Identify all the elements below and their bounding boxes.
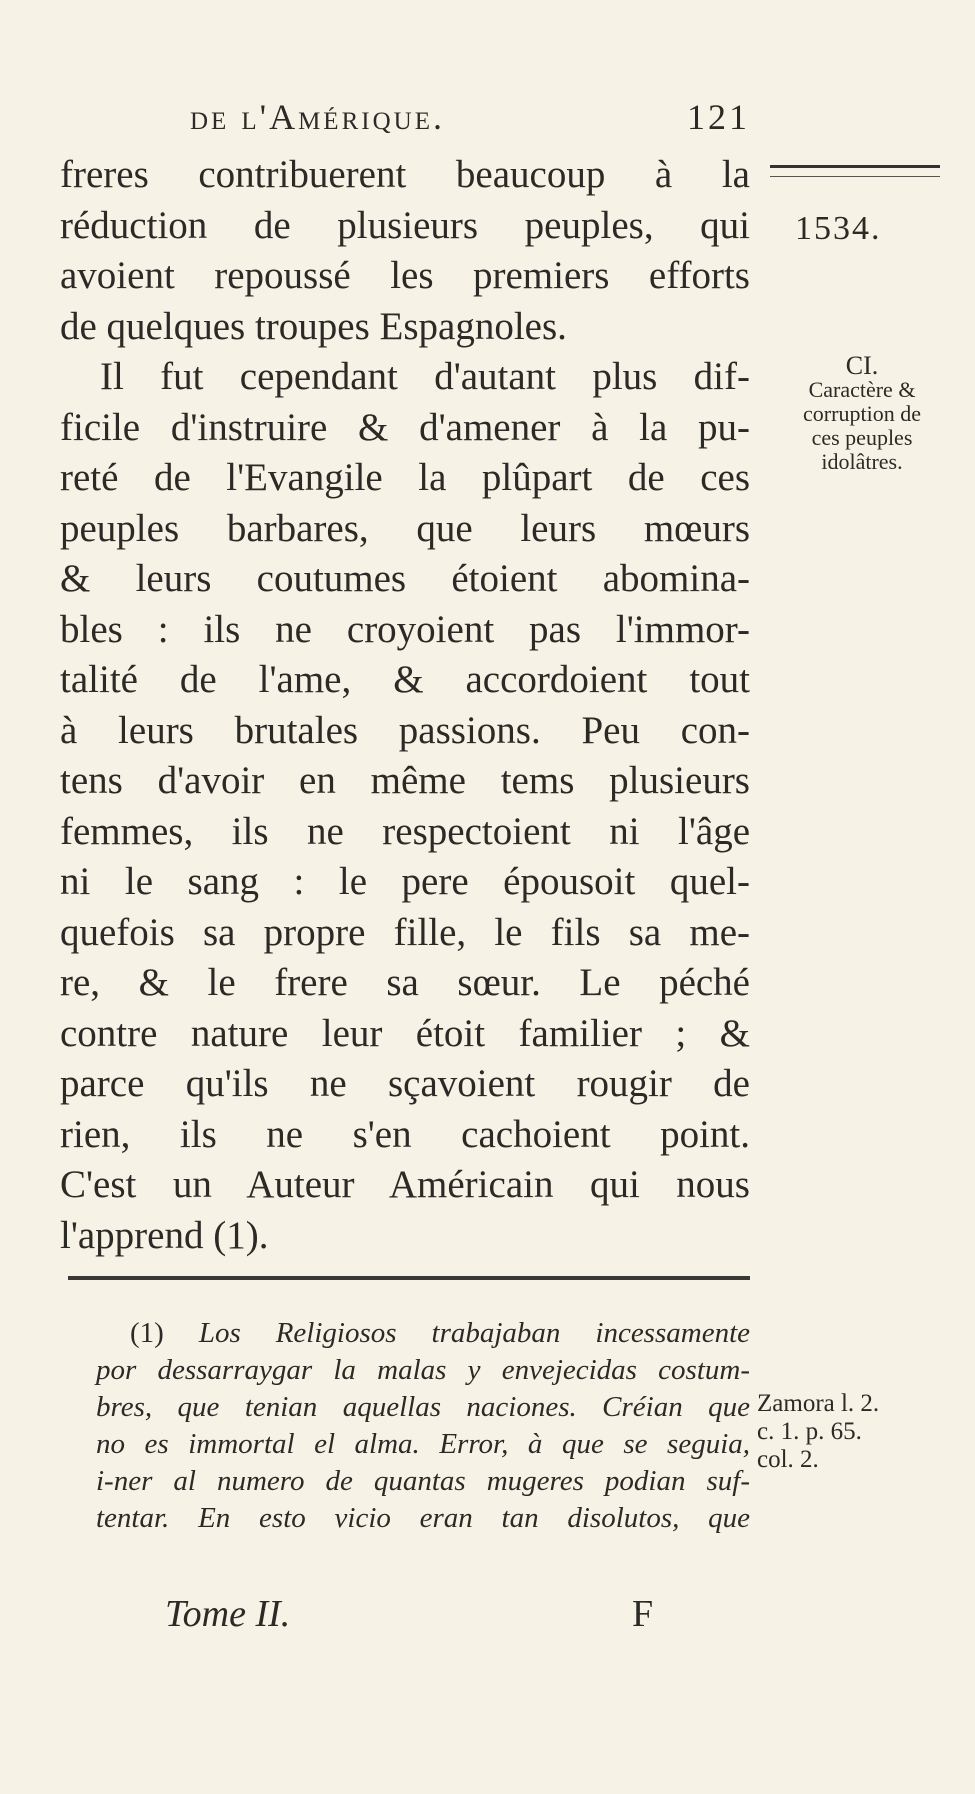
footnote-line: tentar. En esto vicio eran tan disolutos, que <box>96 1502 750 1534</box>
margin-note-number: CI. <box>845 351 879 380</box>
margin-year: 1534. <box>795 210 882 247</box>
footnote <box>96 1315 750 1537</box>
text-line: tens d'avoir en même tems plusieurs <box>60 759 750 802</box>
text-line: avoient repoussé les premiers efforts <box>60 254 750 297</box>
running-title: de l'Amérique. <box>190 97 445 137</box>
footnote-reference-line: col. 2. <box>757 1446 819 1473</box>
text-line: parce qu'ils ne sçavoient rougir de <box>60 1062 750 1105</box>
text-line: l'apprend (1). <box>60 1213 269 1257</box>
text-line: & leurs coutumes étoient abomina- <box>60 557 750 600</box>
footnote-line: i-ner al numero de quantas mugeres podian suf- <box>96 1465 750 1497</box>
text-line: reté de l'Evangile la plûpart de ces <box>60 456 750 499</box>
page-number: 121 <box>687 97 750 137</box>
footnote-line <box>130 1315 750 1352</box>
text-line: talité de l'ame, & accordoient tout <box>60 658 750 701</box>
page-header <box>190 96 750 146</box>
text-line: ficile d'instruire & d'amener à la pu- <box>60 405 750 449</box>
signature-letter: F <box>632 1593 654 1635</box>
text-line: de quelques troupes Espagnoles. <box>60 304 567 348</box>
text-line: contre nature leur étoit familier ; & <box>60 1011 750 1055</box>
footnote-line: bres, que tenian aquellas naciones. Créian que <box>96 1391 750 1423</box>
text-line: freres contribuerent beaucoup à la <box>60 153 750 196</box>
margin-note-line: corruption de <box>803 401 921 426</box>
text-line: peuples barbares, que leurs mœurs <box>60 506 750 550</box>
main-text-block <box>60 150 750 1261</box>
margin-note-line: idolâtres. <box>821 449 903 474</box>
footnote-reference-line: Zamora l. 2. <box>757 1390 880 1417</box>
footnote-line: por dessarraygar la malas y envejecidas costum- <box>96 1354 750 1386</box>
margin-note-line: Caractère & <box>808 377 916 402</box>
footnote-line: no es immortal el alma. Error, à que se seguia, <box>96 1428 750 1460</box>
footnote-first-line-text: Los Religiosos trabajaban incessamente <box>198 1317 750 1349</box>
text-line: Il fut cependant d'autant plus dif- <box>100 355 750 398</box>
text-line: femmes, ils ne respectoient ni l'âge <box>60 809 750 853</box>
text-line: C'est un Auteur Américain qui nous <box>60 1163 750 1206</box>
text-line: réduction de plusieurs peuples, qui <box>60 203 750 247</box>
volume-signature: Tome II. <box>165 1593 291 1635</box>
text-line: rien, ils ne s'en cachoient point. <box>60 1112 750 1156</box>
text-line: ni le sang : le pere épousoit quel- <box>60 860 750 903</box>
margin-note-line: ces peuples <box>811 425 913 450</box>
margin-rule <box>770 165 940 177</box>
text-line: bles : ils ne croyoient pas l'immor- <box>60 607 750 651</box>
footnote-reference-line: c. 1. p. 65. <box>757 1418 862 1445</box>
margin-note <box>757 351 967 474</box>
text-line: quefois sa propre fille, le fils sa me- <box>60 910 750 954</box>
text-line: re, & le frere sa sœur. Le péché <box>60 961 750 1004</box>
text-line: à leurs brutales passions. Peu con- <box>60 708 750 752</box>
footnote-divider <box>68 1276 750 1280</box>
footnote-reference <box>757 1390 967 1474</box>
footnote-marker: (1) <box>130 1317 164 1349</box>
